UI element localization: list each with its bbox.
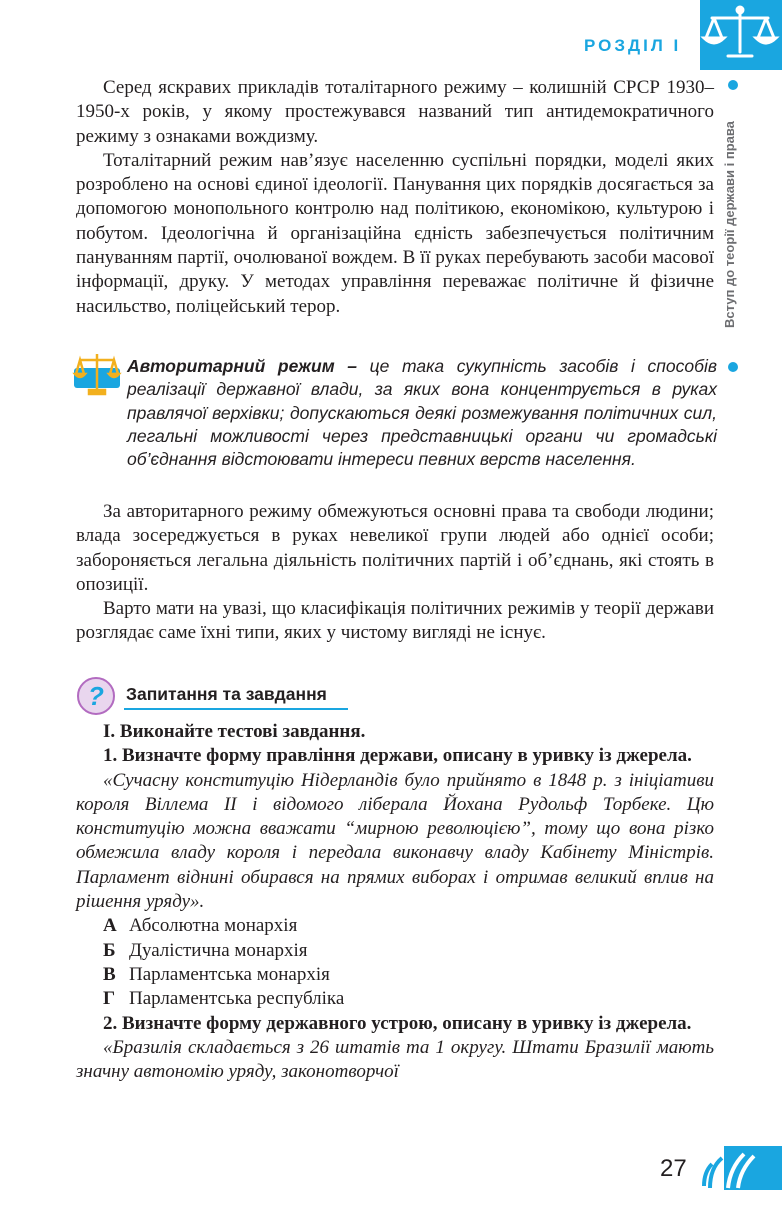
- chapter-title-vertical: Вступ до теорії держави і права: [722, 121, 737, 329]
- svg-text:?: ?: [88, 681, 104, 711]
- chapter-side-strip: [722, 76, 744, 376]
- section-label: РОЗДІЛ І: [584, 36, 682, 55]
- paragraph: Тоталітарний режим нав’язує населенню суспільні порядки, моделі яких розроблено на основі єдиної ідеології. Панування цих порядків досягається за допомогою монопольного контролю над політикою, економікою, культурою і побутом. Ідеологічна й організаційна єдність забезпечується політичним пануванням партії, очолюваної вождем. В її руках перебувають засоби масової інформації, друку. У методах управління переважає політичне й фізичне насильство, поліцейський терор.: [76, 149, 714, 317]
- questions-heading: Запитання та завдання: [126, 684, 327, 704]
- task-part-title: І. Виконайте тестові завдання.: [103, 721, 366, 742]
- body-section-1: [76, 76, 714, 319]
- question-1-quote: «Сучасну конституцію Нідерландів було прийнято в 1848 р. з ініціативи короля Віллема II і відомого ліберала Йохана Рудольф Торбеке. Цю конституцію можна вважати “мирною революцією”, тому що вона різко обмежила владу короля і передала виконавчу владу Кабінету Міністрів. Парламент віднині обирався на прямих виборах і отримав великий вплив на рішення уряду».: [76, 769, 714, 913]
- answer-option[interactable]: Г Парламентська республіка: [103, 988, 345, 1010]
- side-dot-bottom: [728, 362, 738, 372]
- question-1-title: 1. Визначте форму правління держави, описану в уривку із джерела.: [103, 745, 692, 767]
- question-mark-icon: [76, 676, 116, 716]
- definition-term: Авторитарний режим –: [127, 356, 358, 376]
- definition-scales-icon: [72, 350, 122, 396]
- question-2-title: 2. Визначте форму державного устрою, описану в уривку із джерела.: [103, 1012, 692, 1034]
- paragraph: Варто мати на увазі, що класифікація політичних режимів у теорії держави розглядає саме їхні типи, яких у чистому вигляді не існує.: [76, 598, 714, 644]
- definition-block: [127, 355, 717, 471]
- answer-option[interactable]: В Парламентська монархія: [103, 963, 330, 985]
- body-section-2: [76, 500, 714, 646]
- scales-icon: [700, 0, 782, 70]
- paragraph: Серед яскравих прикладів тоталітарного режиму – колишній СРСР 1930–1950-х років, у якому простежувався названий тип антидемократичного режиму з ознаками вождизму.: [76, 77, 714, 147]
- definition-text: це така сукупність засобів і способів реалізації державної влади, за яких вона концентрується в руках правлячої верхівки; допускаються деякі розмежування політичних сил, легальні можливості через представницькі органи чи громадські об’єднання відстоювати інтереси певних верств населення.: [127, 356, 717, 470]
- answer-option[interactable]: А Абсолютна монархія: [103, 915, 298, 937]
- section-tab: [700, 0, 782, 70]
- questions-section: [76, 720, 714, 1084]
- answer-option[interactable]: Б Дуалістична монархія: [103, 939, 308, 961]
- heading-underline: [124, 708, 348, 710]
- page-corner-waves-icon: [700, 1146, 782, 1190]
- page-number: 27: [660, 1155, 687, 1182]
- question-2-quote: «Бразилія складається з 26 штатів та 1 округу. Штати Бразилії мають значну автономію уряду, законотворчої: [76, 1036, 714, 1083]
- paragraph: За авторитарного режиму обмежуються основні права та свободи людини; влада зосереджується в руках невеликої групи людей або однієї особи; забороняється легальна діяльність політичних партій і об’єднань, які стоять в опозиції.: [76, 501, 714, 595]
- side-dot-top: [728, 80, 738, 90]
